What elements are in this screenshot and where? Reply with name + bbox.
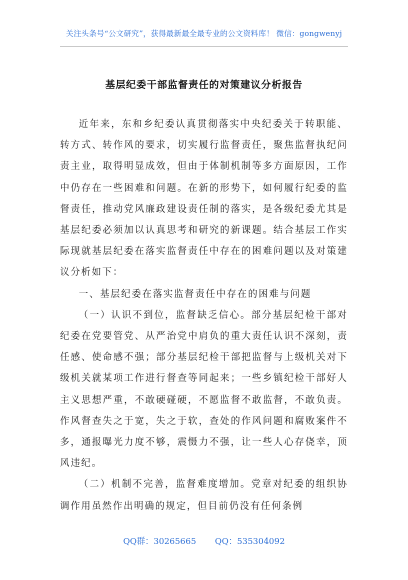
body-paragraph: （一）认识不到位，监督缺乏信心。部分基层纪检干部对纪委在党要管党、从严治党中肩负的重大责任认识不深刻，责任感、使命感不强；部分基层纪检干部把监督与上级机关对下级机关就某项工作进行督查等同起来；一些乡镇纪检干部好人主义思想严重，不敢硬碰硬，不愿监督不敢监督，不敢负责。作风督查失之于宽，失之于软，查处的作风问题和腐败案件不多，通报曝光力度不够，震慑力不强，让一些人心存侥幸，顶风违纪。 <box>60 309 348 470</box>
body-paragraph: （二）机制不完善，监督难度增加。党章对纪委的组织协调作用虽然作出明确的规定，但目前仍没有任何条例 <box>60 479 348 512</box>
body-paragraph: 近年来，东和乡纪委认真贯彻落实中央纪委关于转职能、转方式、转作风的要求，切实履行监督责任，聚焦监督执纪问责主业，取得明显成效，但由于体制机制等多方面原因，工作中仍存在一些困难和问题。在新的形势下，如何履行纪委的监督责任，推动党风廉政建设责任制的落实，是各级纪委尤其是基层纪委必须加以认真思考和研究的新课题。结合基层工作实际现就基层纪委在落实监督责任中存在的困难问题以及对策建议分析如下： <box>60 119 348 279</box>
section-heading: 一、基层纪委在落实监督责任中存在的困难与问题 <box>78 288 312 300</box>
header-banner: 关注头条号“公文研究”，获得最新最全最专业的公文资料库！ 微信：gongwenyj <box>65 29 343 38</box>
footer-qq-group: QQ群：30265665 <box>123 536 197 546</box>
footer-contact <box>0 535 408 547</box>
document-title: 基层纪委干部监督责任的对策建议分析报告 <box>105 80 303 91</box>
document-body <box>60 114 348 517</box>
footer-qq-number: QQ：535304092 <box>214 536 285 546</box>
header-divider <box>60 46 348 47</box>
